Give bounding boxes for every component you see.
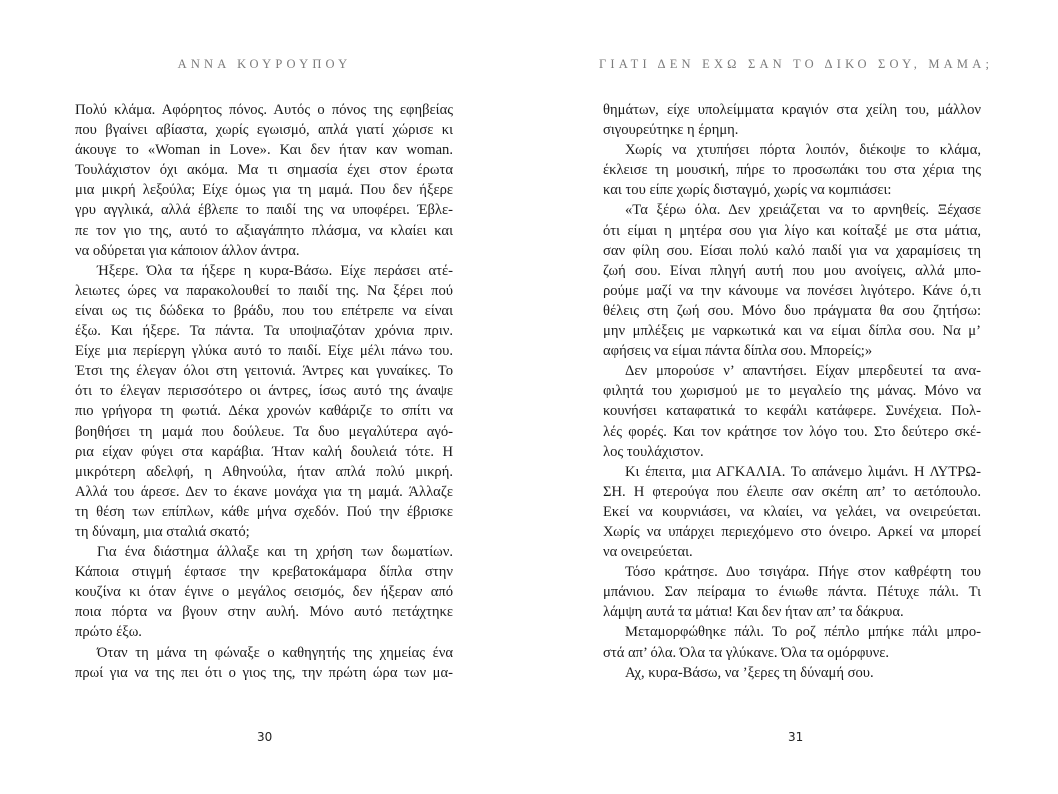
text-line: να οδύρεται για κάποιον άλλον άντρα. [75,242,300,259]
text-line: μια μικρή λεξούλα; Είχε όμως για τη μαμά. Που δεν ήξερε [75,182,453,199]
text-line: πρώτο έξω. [75,624,142,641]
text-line: «Τα ξέρω όλα. Δεν χρειάζεται να το αρνηθείς. Ξέχασε [625,202,981,219]
text-line: γρυ αγγλικά, αλλά έβλεπε το παιδί της να υποφέρει. Έβλε- [75,202,453,219]
text-line: Για ένα διάστημα άλλαξε και τη χρήση των δωματίων. [97,544,453,561]
text-line: σιγουρεύτηκε η έρημη. [603,122,739,139]
text-line: ζωή σου. Είναι πληγή αυτή που μου ανοίγεις, αλλά μπο- [603,262,981,279]
text-line: είναι ως τις δώδεκα το βράδυ, που του επέτρεπε να είναι [75,302,453,319]
text-line: κουνήσει καταφατικά το κεφάλι κατάφερε. Συνέχεια. Πολ- [603,403,981,420]
text-line: λές φορές. Και τον κράτησε τον λόγο του. Στο δεύτερο σκέ- [603,423,981,440]
text-line: λος τουλάχιστον. [603,443,704,460]
text-line: άκουγε το «Woman in Love». Και δεν ήταν καν woman. [75,142,453,159]
text-line: έξω. Και ήξερε. Τα πάντα. Τα υποψιαζόταν χρόνια πριν. [75,323,453,340]
text-line: Κι έπειτα, μια ΑΓΚΑΛΙΑ. Το απάνεμο λιμάνι. Η ΛΥΤΡΩ- [625,463,981,480]
text-line: Τουλάχιστον όχι ακόμα. Μα τι σημασία έχει στον έρωτα [75,162,453,179]
text-line: μικρότερη αδελφή, η Αθηνούλα, ήταν απλά πολύ μικρή. [75,463,453,480]
text-line: Χωρίς να υπάρχει περιεχόμενο στο όνειρο. Αρκεί να μπορεί [603,523,981,540]
page-number-right: 31 [788,730,804,744]
page-number-left: 30 [257,730,273,744]
text-line: κουζίνα κι όταν έγινε ο μεγάλος σεισμός, δεν ήξεραν από [75,584,453,601]
text-line: και του είπε χωρίς δισταγμό, χωρίς να κομπιάσει: [603,182,892,199]
text-line: Κάποια στιγμή έφτασε την κρεβατοκάμαρα δίπλα στην [75,564,453,581]
text-line: ποια πόρτα να βγουν στην αυλή. Μόνο αυτό πετάχτηκε [75,604,453,621]
text-line: Ήξερε. Όλα τα ήξερε η κυρα-Βάσω. Είχε περάσει ατέ- [97,262,453,279]
text-line: Αλλά του άρεσε. Δεν το έκανε μονάχα για τη μαμά. Άλλαζε [75,483,453,500]
text-line: Τόσο κράτησε. Δυο τσιγάρα. Πήγε στον καθρέφτη του [625,564,981,581]
running-head-title: ΓΙΑΤΙ ΔΕΝ ΕΧΩ ΣΑΝ ΤΟ ΔΙΚΟ ΣΟΥ, ΜΑΜΑ; [599,57,994,71]
text-line: τη δύναμη, μια σταλιά σκατό; [75,523,250,540]
text-line: σαν φίλη σου. Είσαι πολύ καλό παιδί για να χαραμίσεις τη [603,242,981,259]
text-line: λάμψη αυτά τα μάτια! Και δεν ήταν απ’ τα δάκρυα. [603,604,904,621]
text-line: αφήσεις να είμαι πάντα δίπλα σου. Μπορείς;» [603,343,873,360]
text-line: πε τον γιο της, αυτό το αξιαγάπητο πλάσμα, να κλαίει και [75,222,453,239]
left-text-block [75,100,453,683]
text-line: Έτσι της έλεγαν όλοι στη γειτονιά. Άντρες και γυναίκες. Το [75,363,453,380]
text-line: μην μπλέξεις με ναρκωτικά και να είμαι δίπλα σου. Να μ’ [603,323,981,340]
text-line: Μεταμορφώθηκε πάλι. Το ροζ πέπλο μπήκε πάλι μπρο- [625,624,981,641]
text-line: τη θέση των επίπλων, κάθε μήνα σχεδόν. Πού την έβρισκε [75,503,453,520]
text-line: που βγαίνει αβίαστα, χωρίς εγωισμό, απλά γιατί χώρισε κι [75,122,453,139]
text-line: πρωί για να της πει ότι ο γιος της, την πρώτη ώρα των μα- [75,664,453,681]
text-line: βοηθήσει τη μαμά που δούλευε. Τα δυο μεγαλύτερα αγό- [75,423,453,440]
text-line: θέλεις στη ζωή σου. Μόνο δυο πράγματα θα σου ζητήσω: [603,302,981,319]
right-page [529,0,1058,794]
text-line: θημάτων, είχε υπολείμματα κραγιόν στα χείλη του, μάλλον [603,102,981,118]
right-text-block [603,100,981,683]
running-head-author-text: ΑΝΝΑ ΚΟΥΡΟΥΠΟΥ [177,57,352,71]
text-line: Αχ, κυρα-Βάσω, να ’ξερες τη δύναμή σου. [625,664,874,681]
text-line: λειωτες ώρες να παρακολουθεί το παιδί της. Να ξέρει πού [75,282,453,299]
text-line: φιλητά του χωρισμού με το μεγαλείο της μάνας. Μόνο να [603,383,981,400]
text-line: Εκεί να κουρνιάσει, να κλαίει, να γελάει, να ονειρεύεται. [603,503,981,520]
text-line: να ονειρεύεται. [603,544,693,561]
text-line: Είχε μια περίεργη γλύκα αυτό το παιδί. Είχε μέλι πάνω του. [75,343,453,360]
text-line: ότι είμαι η μητέρα σου για λίγο και κοίταξέ με στα μάτια, [603,222,981,239]
text-line: Όταν τη μάνα τη φώναξε ο καθηγητής της χημείας ένα [97,644,453,661]
text-line: έκλεισε τη μουσική, πήρε το προσωπάκι του στα χέρια της [603,162,981,179]
text-line: ότι το έλεγαν περισσότερο οι άντρες, ίσως αυτό της άναψε [75,383,453,400]
text-line: Πολύ κλάμα. Αφόρητος πόνος. Αυτός ο πόνος της εφηβείας [75,102,453,118]
text-line: μπάνιου. Σαν πείραμα το ένιωθε πάντα. Πέτυχε πάλι. Τι [603,584,981,601]
text-line: στά απ’ όλα. Όλα τα γλύκανε. Όλα τα ομόρφυνε. [603,644,890,661]
text-line: ρούμε μαζί να την κάνουμε να πονέσει λιγότερο. Κάνε ό,τι [603,282,981,299]
text-line: ΣΗ. Η φτερούγα που έλειπε σαν σκέπη απ’ το αετόπουλο. [603,483,981,500]
text-line: Δεν μπορούσε ν’ απαντήσει. Είχαν μπερδευτεί τα ανα- [625,363,981,380]
text-line: Χωρίς να χτυπήσει πόρτα λοιπόν, διέκοψε το κλάμα, [625,142,981,159]
running-head-author [0,57,529,72]
text-line: πιο γρήγορα τη φωτιά. Δέκα χρονών καθάριζε το σπίτι να [75,403,453,420]
text-line: ρια είχαν φύγει στα καράβια. Ήταν καλή δουλειά τότε. Η [75,443,453,460]
